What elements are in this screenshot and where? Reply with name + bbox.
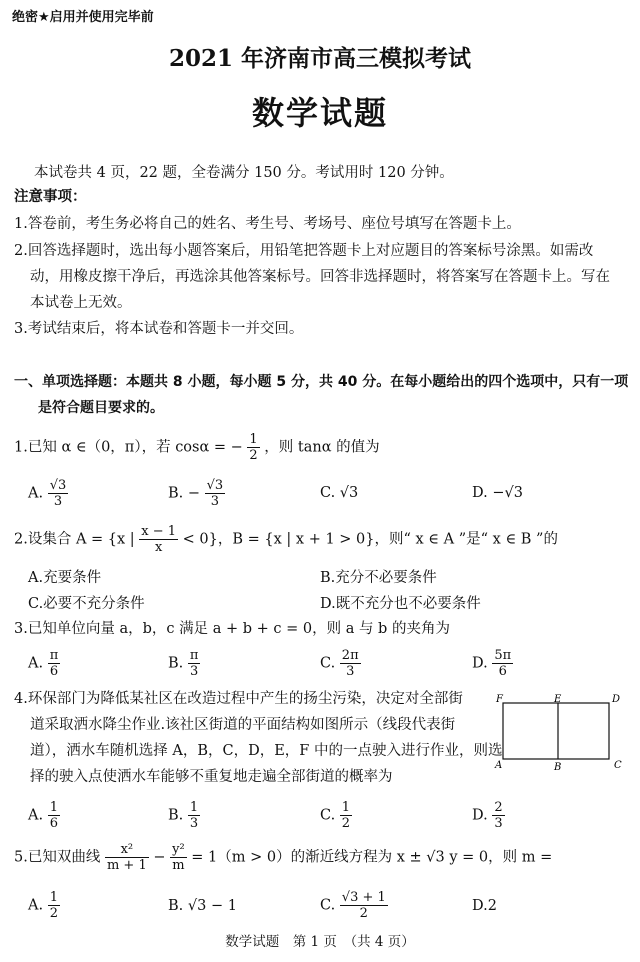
point-c-label: C	[614, 760, 622, 771]
q4-option-b: B. $\frac{1}{3}$	[168, 800, 199, 831]
note-item: 本试卷上无效。	[30, 295, 132, 311]
q2-option-b: B.充分不必要条件	[320, 570, 437, 586]
q2-option-d: D.既不充分也不必要条件	[320, 596, 481, 612]
q3-option-d: D. $\frac{5\pi}{6}$	[472, 648, 512, 679]
street-rect	[503, 703, 609, 759]
fraction: $\frac{\text{y²}}{m}$	[172, 842, 185, 873]
point-a-label: A	[495, 760, 503, 771]
q5-option-d: D.2	[472, 898, 497, 914]
note-item: 2.回答选择题时，选出每小题答案后，用铅笔把答题卡上对应题目的答案标号涂黑。如需改	[14, 243, 594, 259]
point-e-label: E	[554, 694, 562, 705]
question-1-stem: 1.已知 α ∈（0，π），若 cosα = − $\frac{1}{2}$ ，则 tanα 的值为	[14, 432, 380, 463]
q5-option-a: A. $\frac{1}{2}$	[28, 890, 58, 921]
page-footer: 数学试题 第 1 页 （共 4 页）	[225, 934, 415, 950]
note-item: 3.考试结束后，将本试卷和答题卡一并交回。	[14, 321, 304, 337]
q5-option-c: C. $\frac{√3 + 1}{2}$	[320, 890, 386, 921]
point-d-label: D	[612, 694, 621, 705]
q2-option-c: C.必要不充分条件	[28, 596, 145, 612]
section-heading-cont: 是符合题目要求的。	[38, 400, 164, 416]
q5-option-b: B. √3 − 1	[168, 898, 237, 914]
q3-option-b: B. $\frac{\pi}{3}$	[168, 648, 199, 679]
note-item: 1.答卷前，考生务必将自己的姓名、考生号、考场号、座位号填写在答题卡上。	[14, 216, 521, 232]
q3-option-a: A. $\frac{\pi}{6}$	[28, 648, 59, 679]
q3-option-c: C. $\frac{2\pi}{3}$	[320, 648, 359, 679]
section-heading: 一、单项选择题：本题共 8 小题，每小题 5 分，共 40 分。在每小题给出的四个选项中，只有一项	[14, 374, 629, 390]
note-item: 动，用橡皮擦干净后，再选涂其他答案标号。回答非选择题时，将答案写在答题卡上。写在	[30, 269, 610, 285]
question-5-stem: 5.已知双曲线 $\frac{\text{x²}}{m + 1}$ − $\frac{\text{y²}}{m}$ = 1（m > 0）的渐近线方程为 x ± √3 y = 0，则 m =	[14, 842, 553, 873]
intro-text: 本试卷共 4 页，22 题，全卷满分 150 分。考试用时 120 分钟。	[34, 165, 454, 181]
fraction: $\frac{\text{x²}}{m + 1}$	[106, 842, 147, 873]
point-f-label: F	[496, 694, 503, 705]
q2-option-a: A.充要条件	[28, 570, 102, 586]
fraction: $\frac{x - 1}{x}$	[141, 524, 177, 555]
q1-option-a: A. $\frac{√3}{3}$	[28, 478, 67, 509]
notes-heading: 注意事项：	[14, 189, 87, 205]
q4-option-d: D. $\frac{2}{3}$	[472, 800, 503, 831]
question-3-stem: 3.已知单位向量 a，b，c 满足 a + b + c = 0，则 a 与 b 的夹角为	[14, 621, 450, 637]
q1-option-b: B. − $\frac{√3}{3}$	[168, 478, 224, 509]
point-b-label: B	[554, 762, 562, 773]
subject-title: 数学试题	[251, 94, 388, 132]
question-4-line: 道采取洒水降尘作业.该社区街道的平面结构如图所示（线段代表街	[30, 717, 456, 733]
question-4-line: 择的驶入点使洒水车能够不重复地走遍全部街道的概率为	[30, 769, 393, 785]
question-2-stem: 2.设集合 A = {x | $\frac{x - 1}{x}$ < 0}，B = {x | x + 1 > 0}，则“ x ∈ A ”是“ x ∈ B ”的	[14, 524, 558, 555]
q4-option-c: C. $\frac{1}{2}$	[320, 800, 351, 831]
q4-option-a: A. $\frac{1}{6}$	[28, 800, 58, 831]
question-4-line: 道），洒水车随机选择 A，B，C，D，E，F 中的一点驶入进行作业，则选	[30, 743, 503, 759]
q1-option-c: C. √3	[320, 485, 359, 501]
q1-option-d: D. −√3	[472, 485, 523, 501]
exam-title: 2021 年济南市高三模拟考试	[168, 45, 472, 72]
fraction: $\frac{1}{2}$	[249, 432, 258, 463]
street-diagram	[494, 690, 628, 774]
question-4-line: 4.环保部门为降低某社区在改造过程中产生的扬尘污染，决定对全部街	[14, 691, 463, 707]
confidential-mark: 绝密★启用并使用完毕前	[12, 10, 154, 25]
